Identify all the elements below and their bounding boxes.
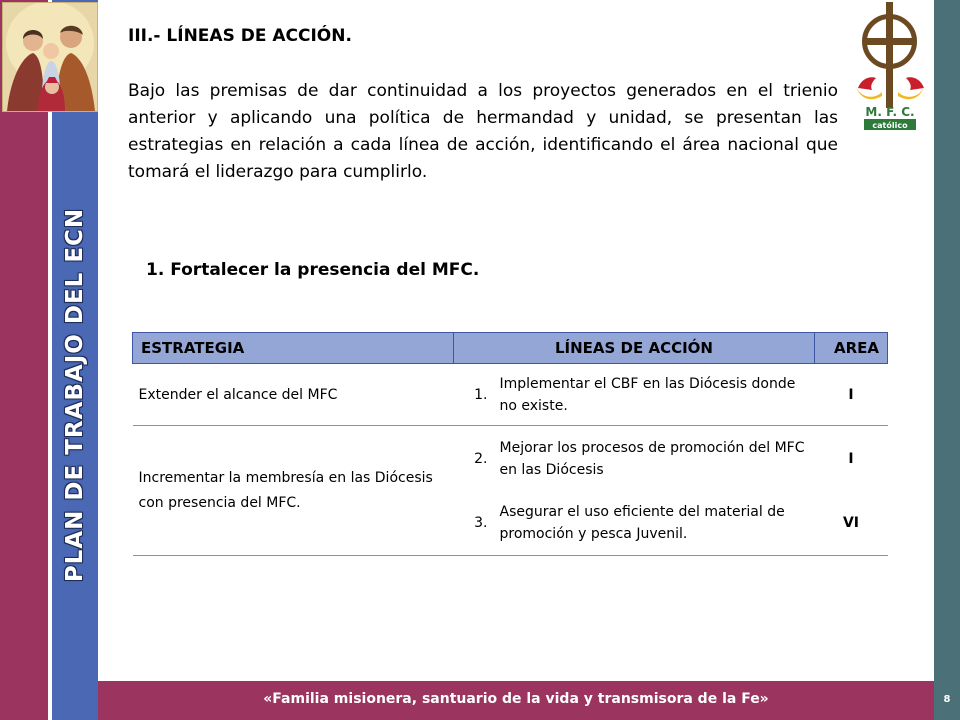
- action-text: Mejorar los procesos de promoción del MFC en las Diócesis: [499, 439, 805, 478]
- cross-horizontal: [866, 38, 914, 45]
- mfc-logo: [852, 2, 928, 132]
- right-strip: [934, 0, 960, 720]
- section-title: III.- LÍNEAS DE ACCIÓN.: [128, 26, 352, 46]
- table-header-row: [133, 333, 888, 364]
- vertical-plan-title: PLAN DE TRABAJO DEL ECN: [62, 207, 88, 583]
- logo-catolico-text: católico: [872, 121, 908, 130]
- objective-heading: 1. Fortalecer la presencia del MFC.: [146, 260, 480, 280]
- holy-family-illustration: [3, 3, 97, 111]
- holy-family-picture: [2, 2, 98, 112]
- action-text: Implementar el CBF en las Diócesis donde no existe.: [499, 375, 796, 414]
- area-cell: VI: [842, 515, 860, 532]
- table-row: [133, 426, 888, 492]
- area-cell: I: [848, 386, 854, 403]
- strategy-cell: Incrementar la membresía en las Diócesis con presencia del MFC.: [133, 426, 454, 556]
- logo-mfc-text: M. F. C.: [865, 105, 915, 119]
- strategy-cell: Extender el alcance del MFC: [138, 386, 338, 403]
- header-area: AREA: [815, 333, 888, 364]
- area-cell: I: [848, 450, 854, 467]
- left-flame-icon: [858, 77, 876, 90]
- action-number: 2.: [474, 450, 488, 467]
- header-actions: LÍNEAS DE ACCIÓN: [454, 333, 815, 364]
- footer-banner: «Familia misionera, santuario de la vida y transmisora de la Fe»: [98, 681, 934, 720]
- action-text: Asegurar el uso eficiente del material de promoción y pesca Juvenil.: [499, 504, 785, 543]
- action-number: 3.: [474, 515, 488, 532]
- right-flame-icon: [906, 77, 924, 90]
- page-number: 8: [943, 694, 951, 705]
- header-strategy: ESTRATEGIA: [133, 333, 454, 364]
- intro-paragraph: Bajo las premisas de dar continuidad a los proyectos generados en el trienio anterior y aplicando una política de hermandad y unidad, se presentan las estrategias en relación a cada línea de acción, identificando el área nacional que tomará el liderazgo para cumplirlo.: [128, 81, 838, 182]
- action-number: 1.: [474, 386, 488, 403]
- table-row: [133, 364, 888, 426]
- strategy-table: [132, 332, 888, 556]
